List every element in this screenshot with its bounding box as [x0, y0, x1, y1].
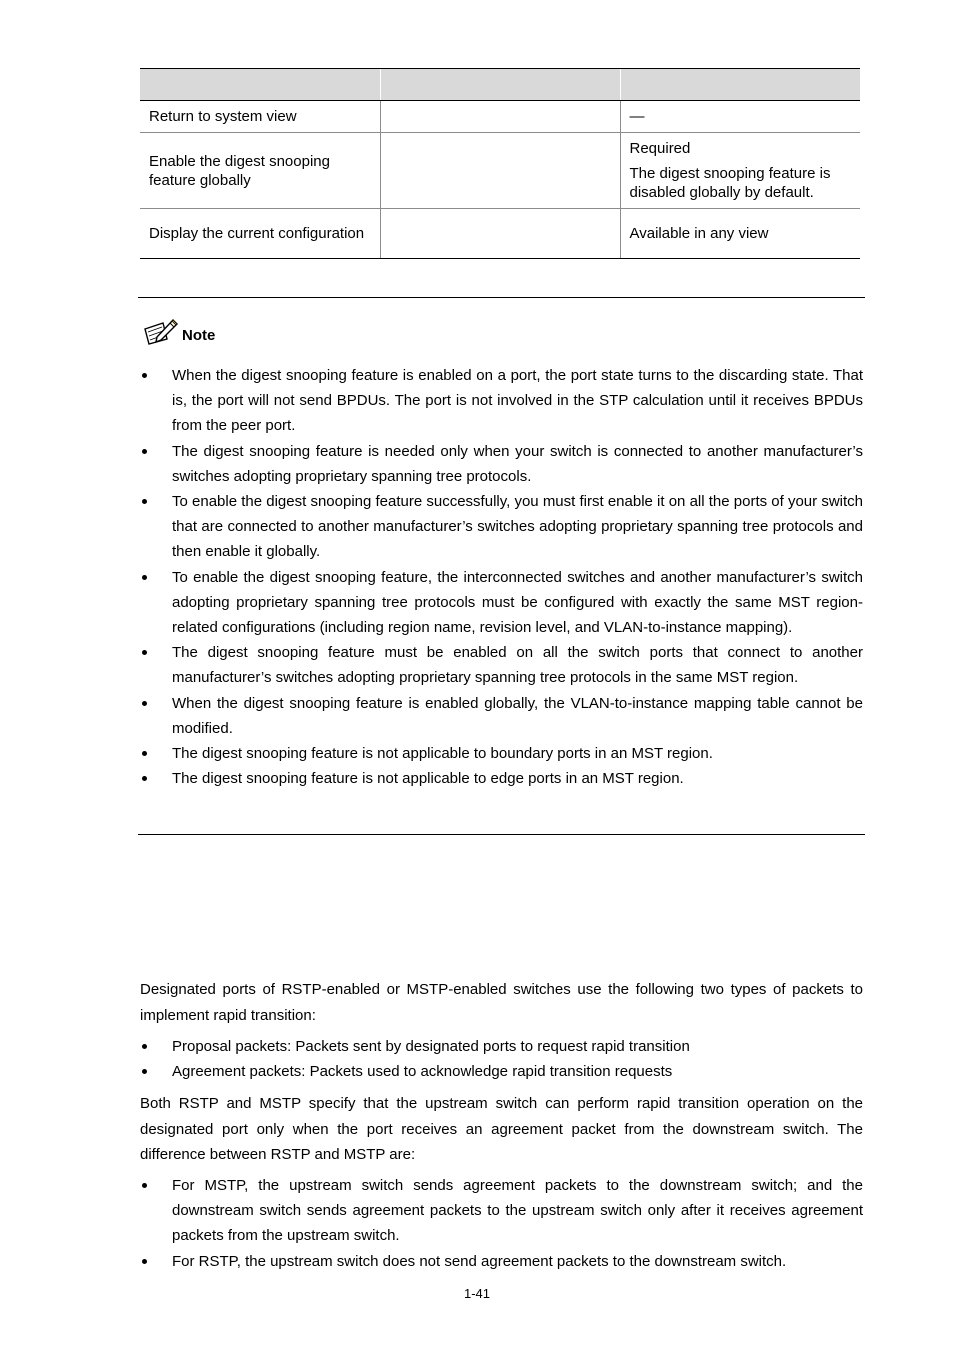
table-cell-command [380, 133, 620, 209]
list-item: To enable the digest snooping feature, the interconnected switches and another manufacturer’s switch adopting proprietary spanning tree protocols must be configured with exactly the same MST region-related configurations (including region name, revision level, and VLAN-to-instance mapping). [140, 565, 863, 641]
note-heading [143, 317, 215, 345]
list-item: Proposal packets: Packets sent by designated ports to request rapid transition [140, 1034, 863, 1059]
table-cell-operation: Display the current configuration [140, 209, 380, 259]
table-header-remarks [620, 69, 860, 101]
bullet-icon [142, 575, 147, 580]
remark-required: Required [629, 140, 691, 157]
list-item: The digest snooping feature must be enabled on all the switch ports that connect to another manufacturer’s switches adopting proprietary spanning tree protocols in the same MST region. [140, 640, 863, 690]
bullet-icon [142, 449, 147, 454]
table-row [140, 133, 860, 209]
table-cell-command [380, 101, 620, 133]
table-header-row [140, 69, 860, 101]
page-number: 1-41 [463, 1286, 491, 1301]
table-cell-command [380, 209, 620, 259]
list-item: For RSTP, the upstream switch does not send agreement packets to the downstream switch. [140, 1249, 863, 1274]
bullet-icon [142, 1069, 147, 1074]
table-row [140, 209, 860, 259]
difference-list [140, 1173, 863, 1274]
bullet-icon [142, 499, 147, 504]
list-item: The digest snooping feature is not applicable to boundary ports in an MST region. [140, 741, 863, 766]
note-top-rule [138, 297, 865, 298]
bullet-icon [142, 751, 147, 756]
list-item: When the digest snooping feature is enabled globally, the VLAN-to-instance mapping table cannot be modified. [140, 691, 863, 741]
bullet-icon [142, 776, 147, 781]
table-row [140, 101, 860, 133]
bullet-icon [142, 1259, 147, 1264]
remark-detail: The digest snooping feature is disabled globally by default. [629, 165, 831, 201]
table-cell-operation: Enable the digest snooping feature globally [140, 133, 380, 209]
intro-paragraph: Designated ports of RSTP-enabled or MSTP-enabled switches use the following two types of packets to implement rapid transition: [140, 981, 863, 1024]
table-cell-operation: Return to system view [140, 101, 380, 133]
list-item: Agreement packets: Packets used to acknowledge rapid transition requests [140, 1059, 863, 1084]
note-bottom-rule [138, 834, 865, 835]
list-item: For MSTP, the upstream switch sends agreement packets to the downstream switch; and the downstream switch sends agreement packets to the upstream switch only after it receives agreement packets from the upstream switch. [140, 1173, 863, 1249]
note-pencil-icon [143, 317, 179, 345]
note-list [140, 363, 863, 791]
note-label: Note [182, 327, 216, 344]
list-item: To enable the digest snooping feature successfully, you must first enable it on all the ports of your switch that are connected to another manufacturer’s switches adopting proprietary spanning tree protocols and then enable it globally. [140, 489, 863, 565]
bullet-icon [142, 1183, 147, 1188]
bullet-icon [142, 650, 147, 655]
table-cell-remarks: — [620, 101, 860, 133]
table-cell-remarks: Available in any view [620, 209, 860, 259]
list-item: When the digest snooping feature is enabled on a port, the port state turns to the discarding state. That is, the port will not send BPDUs. The port is not involved in the STP calculation until it receives BPDUs from the peer port. [140, 363, 863, 439]
config-table [140, 68, 860, 259]
bullet-icon [142, 1044, 147, 1049]
table-cell-remarks [620, 133, 860, 209]
table-header-operation [140, 69, 380, 101]
list-item: The digest snooping feature is needed only when your switch is connected to another manufacturer’s switches adopting proprietary spanning tree protocols. [140, 439, 863, 489]
packet-type-list [140, 1034, 863, 1084]
bullet-icon [142, 373, 147, 378]
difference-paragraph: Both RSTP and MSTP specify that the upstream switch can perform rapid transition operation on the designated port only when the port receives an agreement packet from the downstream switch. The difference between RSTP and MSTP are: [140, 1095, 863, 1163]
bullet-icon [142, 701, 147, 706]
list-item: The digest snooping feature is not applicable to edge ports in an MST region. [140, 766, 863, 791]
table-header-command [380, 69, 620, 101]
